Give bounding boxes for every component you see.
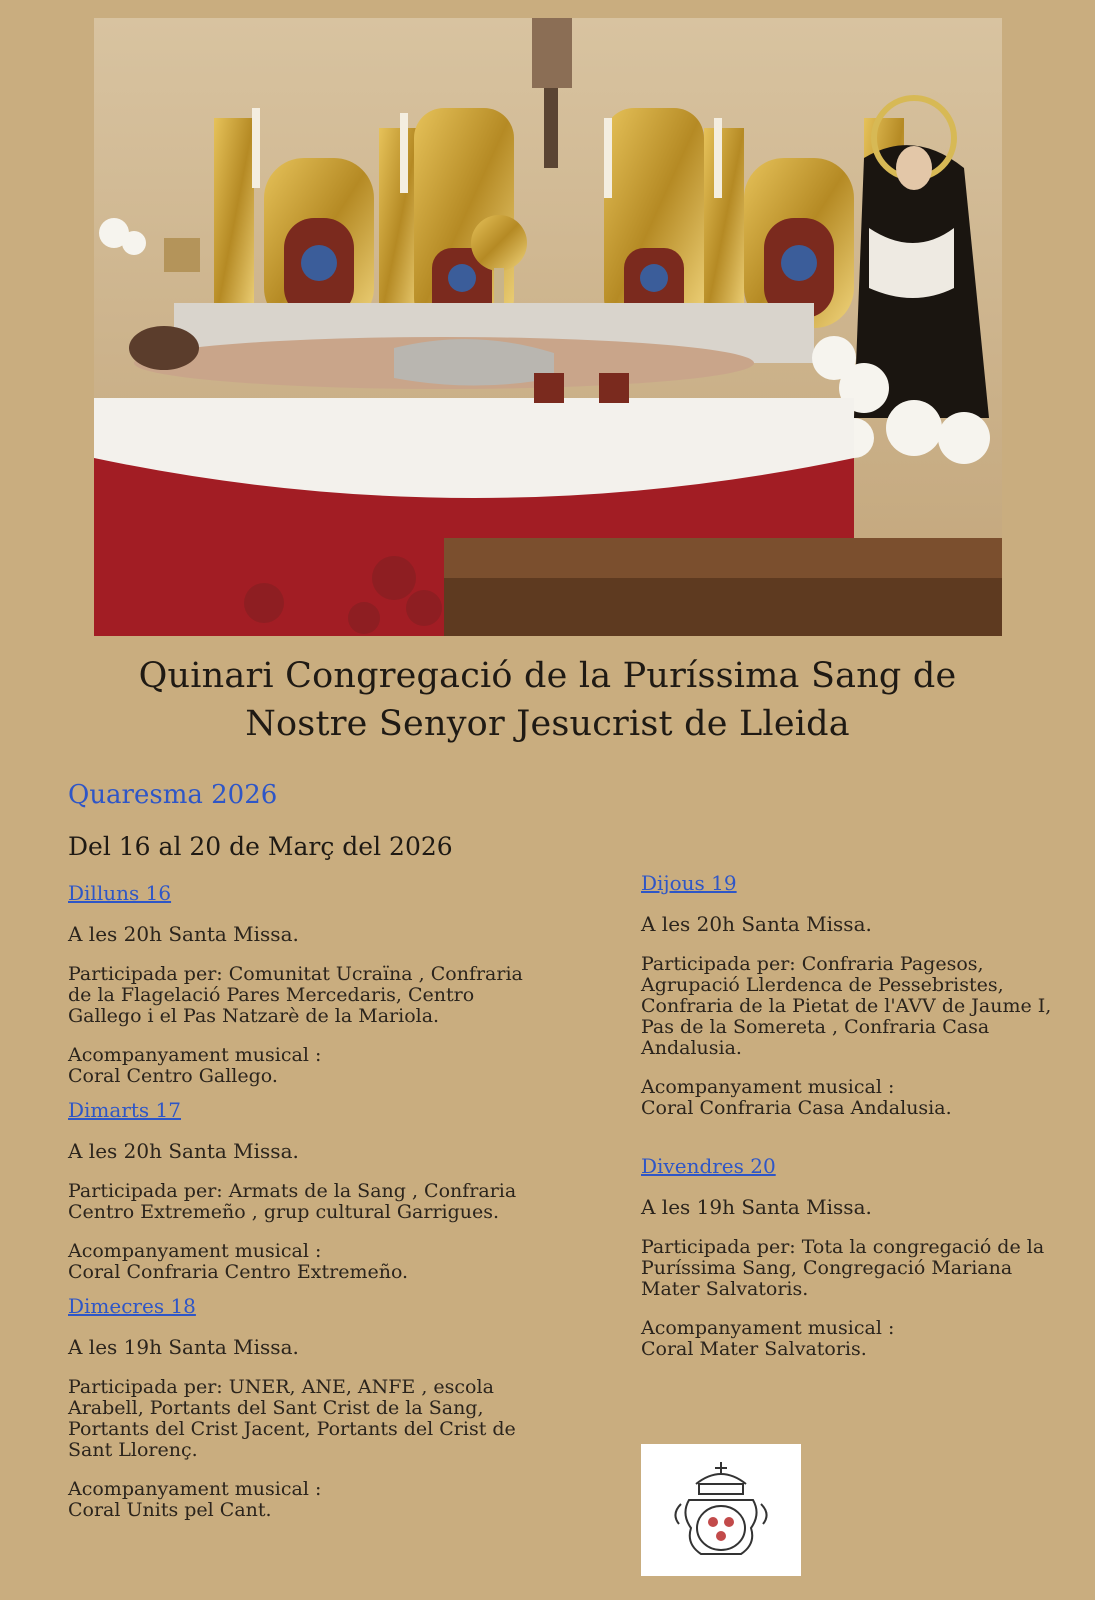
title-line-2: Nostre Senyor Jesucrist de Lleida — [245, 704, 850, 744]
day-block — [641, 1153, 1061, 1360]
music-label: Acompanyament musical : — [68, 1044, 322, 1066]
day-heading[interactable]: Dimarts 17 — [68, 1098, 181, 1122]
participants: Participada per: Comunitat Ucraïna , Confraria de la Flagelació Pares Mercedaris, Centro Gallego i el Pas Natzarè de la Mariola. — [68, 963, 523, 1027]
participants: Participada per: UNER, ANE, ANFE , escola Arabell, Portants del Sant Crist de la Sang, Portants del Crist Jacent, Portants del Crist de Sant Llorenç. — [68, 1376, 516, 1461]
day-heading[interactable]: Dijous 19 — [641, 871, 737, 895]
page-title — [60, 652, 1035, 748]
music-info — [68, 1241, 548, 1283]
music-label: Acompanyament musical : — [68, 1240, 322, 1262]
mass-time: A les 20h Santa Missa. — [641, 912, 872, 936]
music-info — [68, 1045, 548, 1087]
crest-icon — [641, 1444, 801, 1576]
music-info — [641, 1077, 1061, 1119]
day-block — [68, 1293, 548, 1521]
altar-photo — [94, 18, 1002, 636]
altar-illustration — [94, 18, 1002, 636]
title-line-1: Quinari Congregació de la Puríssima Sang de — [138, 656, 957, 696]
music-value: Coral Confraria Centro Extremeño. — [68, 1261, 409, 1283]
mass-time: A les 19h Santa Missa. — [68, 1335, 299, 1359]
schedule-right-column — [641, 870, 1061, 1370]
music-value: Coral Centro Gallego. — [68, 1065, 278, 1087]
mass-time: A les 19h Santa Missa. — [641, 1195, 872, 1219]
mass-time: A les 20h Santa Missa. — [68, 1139, 299, 1163]
congregation-logo — [641, 1444, 801, 1576]
day-heading[interactable]: Dimecres 18 — [68, 1294, 196, 1318]
day-block — [68, 880, 548, 1087]
participants: Participada per: Confraria Pagesos, Agrupació Llerdenca de Pessebristes, Confraria de la Pietat de l'AVV de Jaume I, Pas de la Somereta , Confraria Casa Andalusia. — [641, 953, 1052, 1059]
season-heading: Quaresma 2026 — [68, 780, 278, 810]
schedule-left-column — [68, 880, 548, 1531]
participants: Participada per: Tota la congregació de la Puríssima Sang, Congregació Mariana Mater Salvatoris. — [641, 1236, 1045, 1300]
music-value: Coral Units pel Cant. — [68, 1499, 272, 1521]
day-heading[interactable]: Divendres 20 — [641, 1154, 776, 1178]
music-label: Acompanyament musical : — [641, 1317, 895, 1339]
participants: Participada per: Armats de la Sang , Confraria Centro Extremeño , grup cultural Garrigues. — [68, 1180, 517, 1223]
date-range: Del 16 al 20 de Març del 2026 — [68, 832, 453, 861]
mass-time: A les 20h Santa Missa. — [68, 922, 299, 946]
music-value: Coral Mater Salvatoris. — [641, 1338, 867, 1360]
day-block — [68, 1097, 548, 1283]
music-label: Acompanyament musical : — [68, 1478, 322, 1500]
music-value: Coral Confraria Casa Andalusia. — [641, 1097, 952, 1119]
day-heading[interactable]: Dilluns 16 — [68, 881, 172, 905]
music-info — [68, 1479, 548, 1521]
music-label: Acompanyament musical : — [641, 1076, 895, 1098]
music-info — [641, 1318, 1061, 1360]
day-block — [641, 870, 1061, 1119]
